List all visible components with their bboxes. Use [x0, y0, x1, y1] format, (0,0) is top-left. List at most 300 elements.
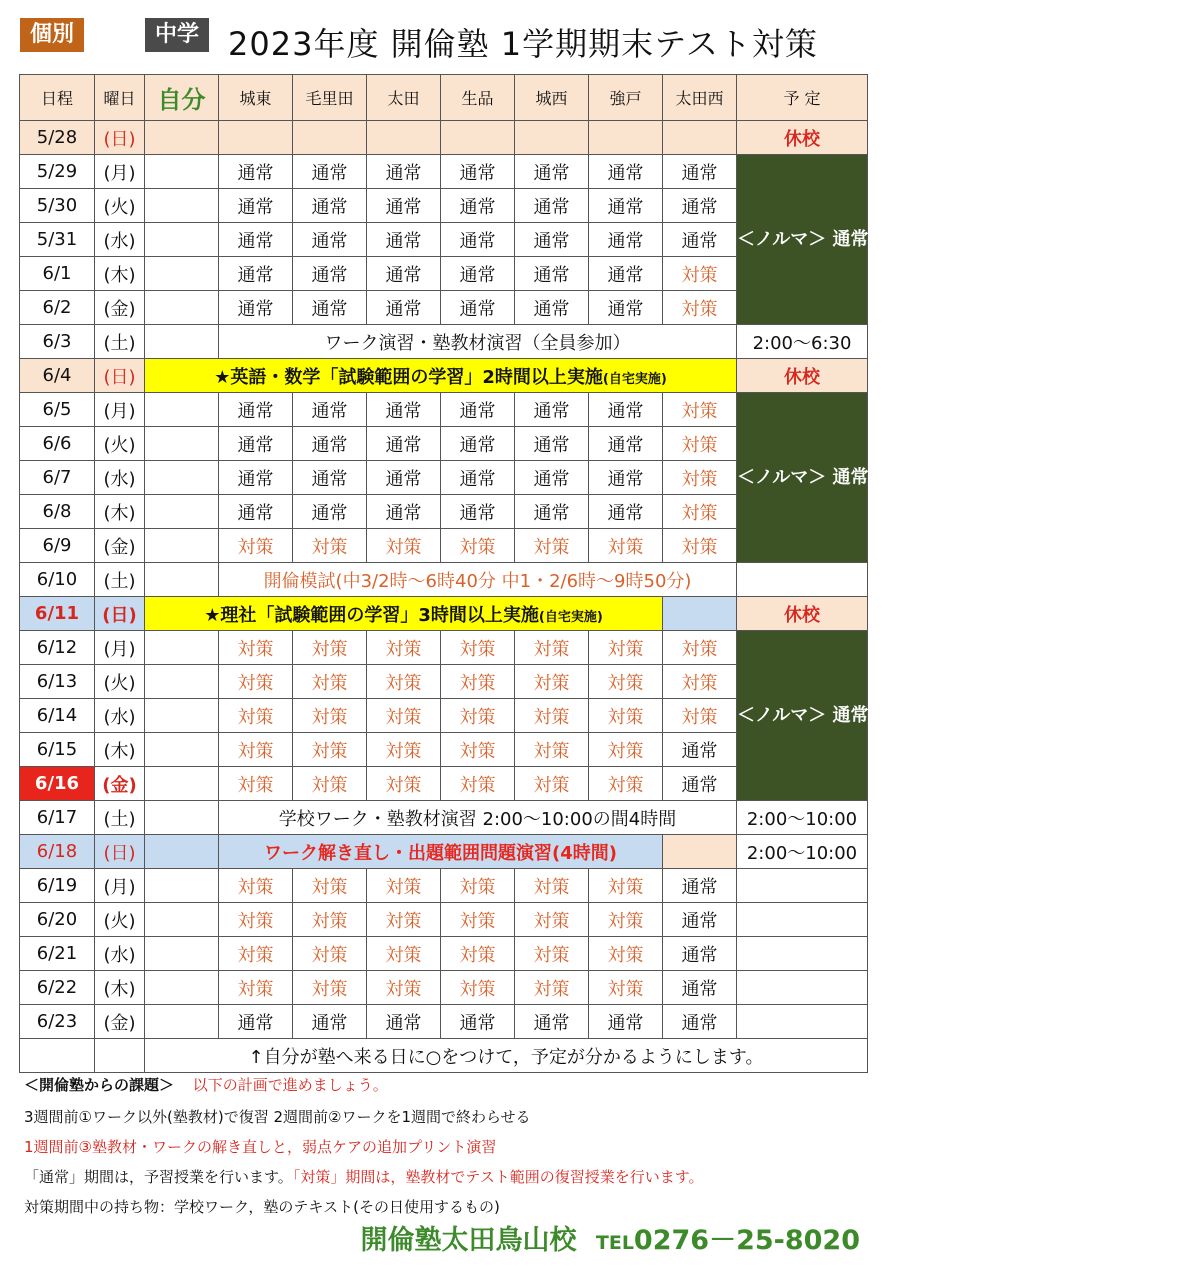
jibun-cell: [145, 767, 219, 801]
school-cell-joto: 対策: [219, 937, 293, 971]
school-cell-otanishi: 対策: [663, 291, 737, 325]
plan-cell: [737, 563, 868, 597]
date-cell: 6/14: [20, 699, 95, 733]
school-cell-joto: 対策: [219, 869, 293, 903]
school-cell-josai: 対策: [515, 631, 589, 665]
school-cell-gouto: 対策: [589, 631, 663, 665]
school-cell-ota: 通常: [367, 393, 441, 427]
norma-block: ＜ノルマ＞ 通常授業日 以外に2日 自習室利用 2時間実施: [737, 393, 868, 563]
school-cell-namashina: 通常: [441, 461, 515, 495]
school-cell-ota: 対策: [367, 665, 441, 699]
norma-block: ＜ノルマ＞ 通常授業日 以外に2日 自習室利用 2時間実施: [737, 631, 868, 801]
date-cell: 6/4: [20, 359, 95, 393]
school-cell-ota: 対策: [367, 971, 441, 1005]
school-cell-ota: 対策: [367, 529, 441, 563]
jibun-cell: [145, 665, 219, 699]
school-cell-morita: 対策: [293, 937, 367, 971]
jibun-cell: [145, 121, 219, 155]
notes-line-2: 3週間前①ワーク以外(塾教材)で復習 2週間前②ワークを1週間で終わらせる: [24, 1108, 531, 1126]
date-cell: 6/21: [20, 937, 95, 971]
date-cell: 6/3: [20, 325, 95, 359]
table-row: [20, 155, 868, 189]
school-cell-namashina: 対策: [441, 767, 515, 801]
table-row: [20, 903, 868, 937]
tel-label: TEL: [595, 1232, 634, 1254]
weekday-cell: (水): [95, 699, 145, 733]
school-cell-namashina: 通常: [441, 427, 515, 461]
banner-text: ★理社「試験範囲の学習」3時間以上実施: [204, 604, 539, 626]
school-cell-joto: 対策: [219, 631, 293, 665]
school-cell-joto: 通常: [219, 223, 293, 257]
school-cell-ota: 対策: [367, 903, 441, 937]
weekday-cell: (月): [95, 631, 145, 665]
column-header: 城東: [219, 75, 293, 121]
jibun-cell: [145, 631, 219, 665]
special-banner: [145, 597, 663, 631]
school-cell-otanishi: 通常: [663, 155, 737, 189]
jibun-cell: [145, 223, 219, 257]
school-cell-ota: 通常: [367, 189, 441, 223]
column-header: 生品: [441, 75, 515, 121]
school-cell-namashina: 対策: [441, 971, 515, 1005]
school-cell-ota: 通常: [367, 155, 441, 189]
special-row-text: 学校ワーク・塾教材演習 2:00～10:00の間4時間: [219, 801, 737, 835]
footer-empty: [20, 1039, 95, 1073]
weekday-cell: (火): [95, 665, 145, 699]
school-cell-gouto: 通常: [589, 393, 663, 427]
column-header: 予 定: [737, 75, 868, 121]
column-header: 強戸: [589, 75, 663, 121]
school-cell-otanishi: 対策: [663, 529, 737, 563]
table-row: [20, 1005, 868, 1039]
weekday-cell: (金): [95, 1005, 145, 1039]
table-footer-row: [20, 1039, 868, 1073]
school-cell-gouto: 対策: [589, 937, 663, 971]
column-header: 日程: [20, 75, 95, 121]
school-cell-otanishi: 通常: [663, 903, 737, 937]
date-cell: 6/11: [20, 597, 95, 631]
weekday-cell: (日): [95, 359, 145, 393]
school-cell-morita: 通常: [293, 427, 367, 461]
school-cell-namashina: 対策: [441, 733, 515, 767]
jibun-cell: [145, 971, 219, 1005]
jibun-cell: [145, 563, 219, 597]
special-row-text: 開倫模試(中3/2時～6時40分 中1・2/6時～9時50分): [219, 563, 737, 597]
weekday-cell: (水): [95, 223, 145, 257]
school-cell-josai: 通常: [515, 155, 589, 189]
school-cell-gouto: 通常: [589, 155, 663, 189]
school-cell: [663, 597, 737, 631]
school-cell-joto: 対策: [219, 903, 293, 937]
page-title: 2023年度 開倫塾 1学期期末テスト対策: [228, 25, 818, 63]
date-cell: 6/16: [20, 767, 95, 801]
school-cell-joto: 対策: [219, 971, 293, 1005]
banner-note: (自宅実施): [538, 609, 603, 625]
jibun-cell: [145, 835, 219, 869]
table-row: [20, 869, 868, 903]
jibun-cell: [145, 495, 219, 529]
jibun-cell: [145, 189, 219, 223]
weekday-cell: (金): [95, 767, 145, 801]
school-cell-ota: 対策: [367, 869, 441, 903]
school-cell-otanishi: 通常: [663, 767, 737, 801]
school-cell-gouto: 対策: [589, 767, 663, 801]
jibun-cell: [145, 291, 219, 325]
weekday-cell: (月): [95, 393, 145, 427]
date-cell: 6/20: [20, 903, 95, 937]
school-cell-namashina: 通常: [441, 495, 515, 529]
school-cell-josai: 通常: [515, 495, 589, 529]
school-cell: [515, 121, 589, 155]
special-row-text: ワーク解き直し・出題範囲問題演習(4時間): [219, 835, 663, 869]
jibun-cell: [145, 801, 219, 835]
date-cell: 5/28: [20, 121, 95, 155]
weekday-cell: (木): [95, 495, 145, 529]
school-cell-gouto: 通常: [589, 291, 663, 325]
school-cell-josai: 通常: [515, 189, 589, 223]
school-cell-namashina: 対策: [441, 869, 515, 903]
school-cell-morita: 通常: [293, 393, 367, 427]
column-header: 太田: [367, 75, 441, 121]
notes-heading-sub: 以下の計画で進めましょう。: [192, 1076, 388, 1094]
school-cell-josai: 通常: [515, 223, 589, 257]
school-cell-joto: 対策: [219, 699, 293, 733]
weekday-cell: (土): [95, 563, 145, 597]
plan-cell: [737, 971, 868, 1005]
jibun-cell: [145, 155, 219, 189]
date-cell: 5/30: [20, 189, 95, 223]
school-cell-ota: 通常: [367, 223, 441, 257]
table-row: [20, 971, 868, 1005]
jibun-cell: [145, 937, 219, 971]
notes-taisaku: 「対策」期間は，塾教材でテスト範囲の復習授業を行います。: [292, 1168, 704, 1186]
jibun-cell: [145, 257, 219, 291]
school-cell-gouto: 通常: [589, 257, 663, 291]
date-cell: 6/8: [20, 495, 95, 529]
date-cell: 6/23: [20, 1005, 95, 1039]
school-cell-otanishi: 通常: [663, 733, 737, 767]
date-cell: 6/5: [20, 393, 95, 427]
school-cell-gouto: 対策: [589, 665, 663, 699]
school-cell-namashina: 通常: [441, 189, 515, 223]
school-cell-namashina: 対策: [441, 631, 515, 665]
school-cell-otanishi: 対策: [663, 461, 737, 495]
school-cell-gouto: 対策: [589, 869, 663, 903]
school-cell-morita: 通常: [293, 291, 367, 325]
weekday-cell: (月): [95, 869, 145, 903]
school-cell-joto: 対策: [219, 529, 293, 563]
school-cell-gouto: 通常: [589, 223, 663, 257]
weekday-cell: (金): [95, 529, 145, 563]
plan-kyuko: 休校: [737, 121, 868, 155]
date-cell: 6/17: [20, 801, 95, 835]
special-row-text: ワーク演習・塾教材演習（全員参加）: [219, 325, 737, 359]
school-cell-josai: 対策: [515, 869, 589, 903]
jibun-cell: [145, 427, 219, 461]
school-cell-gouto: 通常: [589, 1005, 663, 1039]
school-cell-morita: 通常: [293, 223, 367, 257]
weekday-cell: (土): [95, 325, 145, 359]
notes-line-3: 1週間前③塾教材・ワークの解き直しと，弱点ケアの追加プリント演習: [24, 1138, 497, 1156]
plan-time: 2:00～10:00: [737, 835, 868, 869]
school-cell-morita: 対策: [293, 529, 367, 563]
weekday-cell: (木): [95, 971, 145, 1005]
table-row: [20, 801, 868, 835]
date-cell: 6/7: [20, 461, 95, 495]
school-cell-ota: 通常: [367, 461, 441, 495]
weekday-cell: (金): [95, 291, 145, 325]
school-footer: [360, 1218, 860, 1257]
plan-time: 2:00～10:00: [737, 801, 868, 835]
column-header: 曜日: [95, 75, 145, 121]
school-cell-morita: 対策: [293, 767, 367, 801]
table-row: [20, 563, 868, 597]
plan-kyuko: 休校: [737, 597, 868, 631]
school-cell-otanishi: 通常: [663, 223, 737, 257]
school-cell-joto: 通常: [219, 155, 293, 189]
banner-note: (自宅実施): [602, 371, 667, 387]
school-cell-josai: 通常: [515, 461, 589, 495]
school-cell-josai: 対策: [515, 529, 589, 563]
school-cell-joto: 通常: [219, 427, 293, 461]
date-cell: 5/31: [20, 223, 95, 257]
school-cell-gouto: 対策: [589, 529, 663, 563]
date-cell: 6/13: [20, 665, 95, 699]
jibun-cell: [145, 393, 219, 427]
school-cell-morita: 通常: [293, 1005, 367, 1039]
tel-number: 0276－25-8020: [633, 1225, 860, 1256]
school-cell-joto: 通常: [219, 189, 293, 223]
school-cell-gouto: 対策: [589, 699, 663, 733]
school-cell-joto: 対策: [219, 733, 293, 767]
school-cell-josai: 対策: [515, 971, 589, 1005]
school-cell-gouto: 対策: [589, 903, 663, 937]
school-cell-ota: 通常: [367, 1005, 441, 1039]
school-cell-josai: 通常: [515, 393, 589, 427]
date-cell: 6/18: [20, 835, 95, 869]
jibun-cell: [145, 869, 219, 903]
school-cell: [663, 835, 737, 869]
school-cell-josai: 通常: [515, 427, 589, 461]
school-cell-joto: 通常: [219, 257, 293, 291]
school-cell-gouto: 通常: [589, 495, 663, 529]
jibun-cell: [145, 1005, 219, 1039]
school-cell-namashina: 対策: [441, 937, 515, 971]
school-cell-morita: 対策: [293, 971, 367, 1005]
school-cell-ota: 対策: [367, 767, 441, 801]
school-cell-otanishi: 対策: [663, 427, 737, 461]
column-header: 太田西: [663, 75, 737, 121]
notes-tsujo: 「通常」期間は，予習授業を行います。: [24, 1168, 293, 1186]
school-cell-namashina: 対策: [441, 665, 515, 699]
table-row: [20, 359, 868, 393]
weekday-cell: (火): [95, 903, 145, 937]
school-cell-josai: 対策: [515, 699, 589, 733]
school-cell-otanishi: 対策: [663, 257, 737, 291]
school-cell-otanishi: 対策: [663, 393, 737, 427]
weekday-cell: (木): [95, 733, 145, 767]
jibun-cell: [145, 529, 219, 563]
school-cell: [293, 121, 367, 155]
school-cell-otanishi: 通常: [663, 189, 737, 223]
school-cell-namashina: 通常: [441, 1005, 515, 1039]
school-cell-otanishi: 対策: [663, 665, 737, 699]
school-cell-josai: 対策: [515, 903, 589, 937]
school-cell-joto: 通常: [219, 461, 293, 495]
school-cell-morita: 対策: [293, 733, 367, 767]
school-cell-morita: 通常: [293, 189, 367, 223]
school-cell-namashina: 通常: [441, 223, 515, 257]
school-cell-ota: 対策: [367, 937, 441, 971]
schedule-table: [19, 74, 1200, 1073]
school-cell-josai: 対策: [515, 665, 589, 699]
school-cell-ota: 通常: [367, 291, 441, 325]
date-cell: 6/9: [20, 529, 95, 563]
jibun-cell: [145, 325, 219, 359]
school-cell-ota: 対策: [367, 699, 441, 733]
school-cell-namashina: 対策: [441, 903, 515, 937]
school-cell-namashina: 通常: [441, 257, 515, 291]
school-cell-ota: 対策: [367, 631, 441, 665]
norma-block: ＜ノルマ＞ 通常授業日 以外に2日 自習室利用 2時間実施: [737, 155, 868, 325]
weekday-cell: (火): [95, 427, 145, 461]
date-cell: 6/22: [20, 971, 95, 1005]
school-cell: [663, 121, 737, 155]
plan-cell: [737, 869, 868, 903]
school-cell-morita: 通常: [293, 155, 367, 189]
school-cell-ota: 対策: [367, 733, 441, 767]
school-cell: [219, 121, 293, 155]
plan-kyuko: 休校: [737, 359, 868, 393]
weekday-cell: (日): [95, 597, 145, 631]
weekday-cell: (土): [95, 801, 145, 835]
school-cell-otanishi: 対策: [663, 699, 737, 733]
banner-text: ★英語・数学「試験範囲の学習」2時間以上実施: [214, 366, 603, 388]
chugaku-tag: 中学: [145, 18, 209, 52]
date-cell: 6/2: [20, 291, 95, 325]
date-cell: 6/19: [20, 869, 95, 903]
table-row: [20, 937, 868, 971]
table-row: [20, 325, 868, 359]
school-name: 開倫塾太田鳥山校: [360, 1225, 577, 1256]
date-cell: 6/6: [20, 427, 95, 461]
plan-cell: [737, 937, 868, 971]
table-row: [20, 393, 868, 427]
weekday-cell: (水): [95, 461, 145, 495]
school-cell-morita: 対策: [293, 631, 367, 665]
date-cell: 6/12: [20, 631, 95, 665]
school-cell-joto: 通常: [219, 291, 293, 325]
school-cell-ota: 通常: [367, 427, 441, 461]
table-row: [20, 631, 868, 665]
school-cell-gouto: 通常: [589, 189, 663, 223]
school-cell-josai: 対策: [515, 937, 589, 971]
table-row: [20, 835, 868, 869]
school-cell-morita: 通常: [293, 257, 367, 291]
plan-cell: [737, 1005, 868, 1039]
notes-line-4: [24, 1166, 704, 1187]
footer-empty: [95, 1039, 145, 1073]
school-cell-joto: 対策: [219, 767, 293, 801]
notes-heading: ＜開倫塾からの課題＞: [24, 1076, 175, 1094]
school-cell-namashina: 対策: [441, 529, 515, 563]
column-header: 城西: [515, 75, 589, 121]
table-row: [20, 597, 868, 631]
school-cell-gouto: 通常: [589, 461, 663, 495]
table-header-row: [20, 75, 868, 121]
special-banner: [145, 359, 737, 393]
school-cell: [441, 121, 515, 155]
date-cell: 5/29: [20, 155, 95, 189]
school-cell-morita: 対策: [293, 903, 367, 937]
school-cell-gouto: 通常: [589, 427, 663, 461]
table-row: [20, 121, 868, 155]
school-cell-morita: 通常: [293, 495, 367, 529]
school-cell-namashina: 通常: [441, 393, 515, 427]
school-cell-joto: 対策: [219, 665, 293, 699]
school-cell-morita: 対策: [293, 665, 367, 699]
date-cell: 6/15: [20, 733, 95, 767]
school-cell-otanishi: 通常: [663, 937, 737, 971]
jibun-cell: [145, 733, 219, 767]
date-cell: 6/10: [20, 563, 95, 597]
school-cell-morita: 通常: [293, 461, 367, 495]
weekday-cell: (火): [95, 189, 145, 223]
weekday-cell: (木): [95, 257, 145, 291]
jibun-cell: [145, 461, 219, 495]
plan-cell: [737, 903, 868, 937]
notes-line-5: 対策期間中の持ち物：学校ワーク，塾のテキスト(その日使用するもの): [24, 1198, 500, 1216]
school-cell-joto: 通常: [219, 495, 293, 529]
school-cell-gouto: 対策: [589, 971, 663, 1005]
school-cell-morita: 対策: [293, 869, 367, 903]
school-cell-joto: 通常: [219, 1005, 293, 1039]
notes-line-1: [24, 1074, 388, 1095]
school-cell: [367, 121, 441, 155]
school-cell-josai: 通常: [515, 291, 589, 325]
school-cell-otanishi: 通常: [663, 869, 737, 903]
jibun-cell: [145, 903, 219, 937]
school-cell: [589, 121, 663, 155]
plan-time: 2:00～6:30: [737, 325, 868, 359]
school-cell-otanishi: 対策: [663, 495, 737, 529]
kobetsu-tag: 個別: [20, 18, 84, 52]
school-cell-otanishi: 通常: [663, 971, 737, 1005]
weekday-cell: (水): [95, 937, 145, 971]
jibun-cell: [145, 699, 219, 733]
column-header: 自分: [145, 75, 219, 121]
school-cell-namashina: 対策: [441, 699, 515, 733]
weekday-cell: (日): [95, 121, 145, 155]
school-cell-ota: 通常: [367, 495, 441, 529]
school-cell-gouto: 対策: [589, 733, 663, 767]
school-cell-joto: 通常: [219, 393, 293, 427]
weekday-cell: (月): [95, 155, 145, 189]
school-cell-namashina: 通常: [441, 155, 515, 189]
school-cell-josai: 通常: [515, 1005, 589, 1039]
school-cell-otanishi: 対策: [663, 631, 737, 665]
weekday-cell: (日): [95, 835, 145, 869]
school-cell-josai: 通常: [515, 257, 589, 291]
school-cell-morita: 対策: [293, 699, 367, 733]
footer-note: ↑自分が塾へ来る日に○をつけて，予定が分かるようにします。: [145, 1039, 868, 1073]
school-cell-josai: 対策: [515, 733, 589, 767]
column-header: 毛里田: [293, 75, 367, 121]
school-cell-josai: 対策: [515, 767, 589, 801]
school-cell-otanishi: 通常: [663, 1005, 737, 1039]
school-cell-namashina: 通常: [441, 291, 515, 325]
school-cell-ota: 通常: [367, 257, 441, 291]
